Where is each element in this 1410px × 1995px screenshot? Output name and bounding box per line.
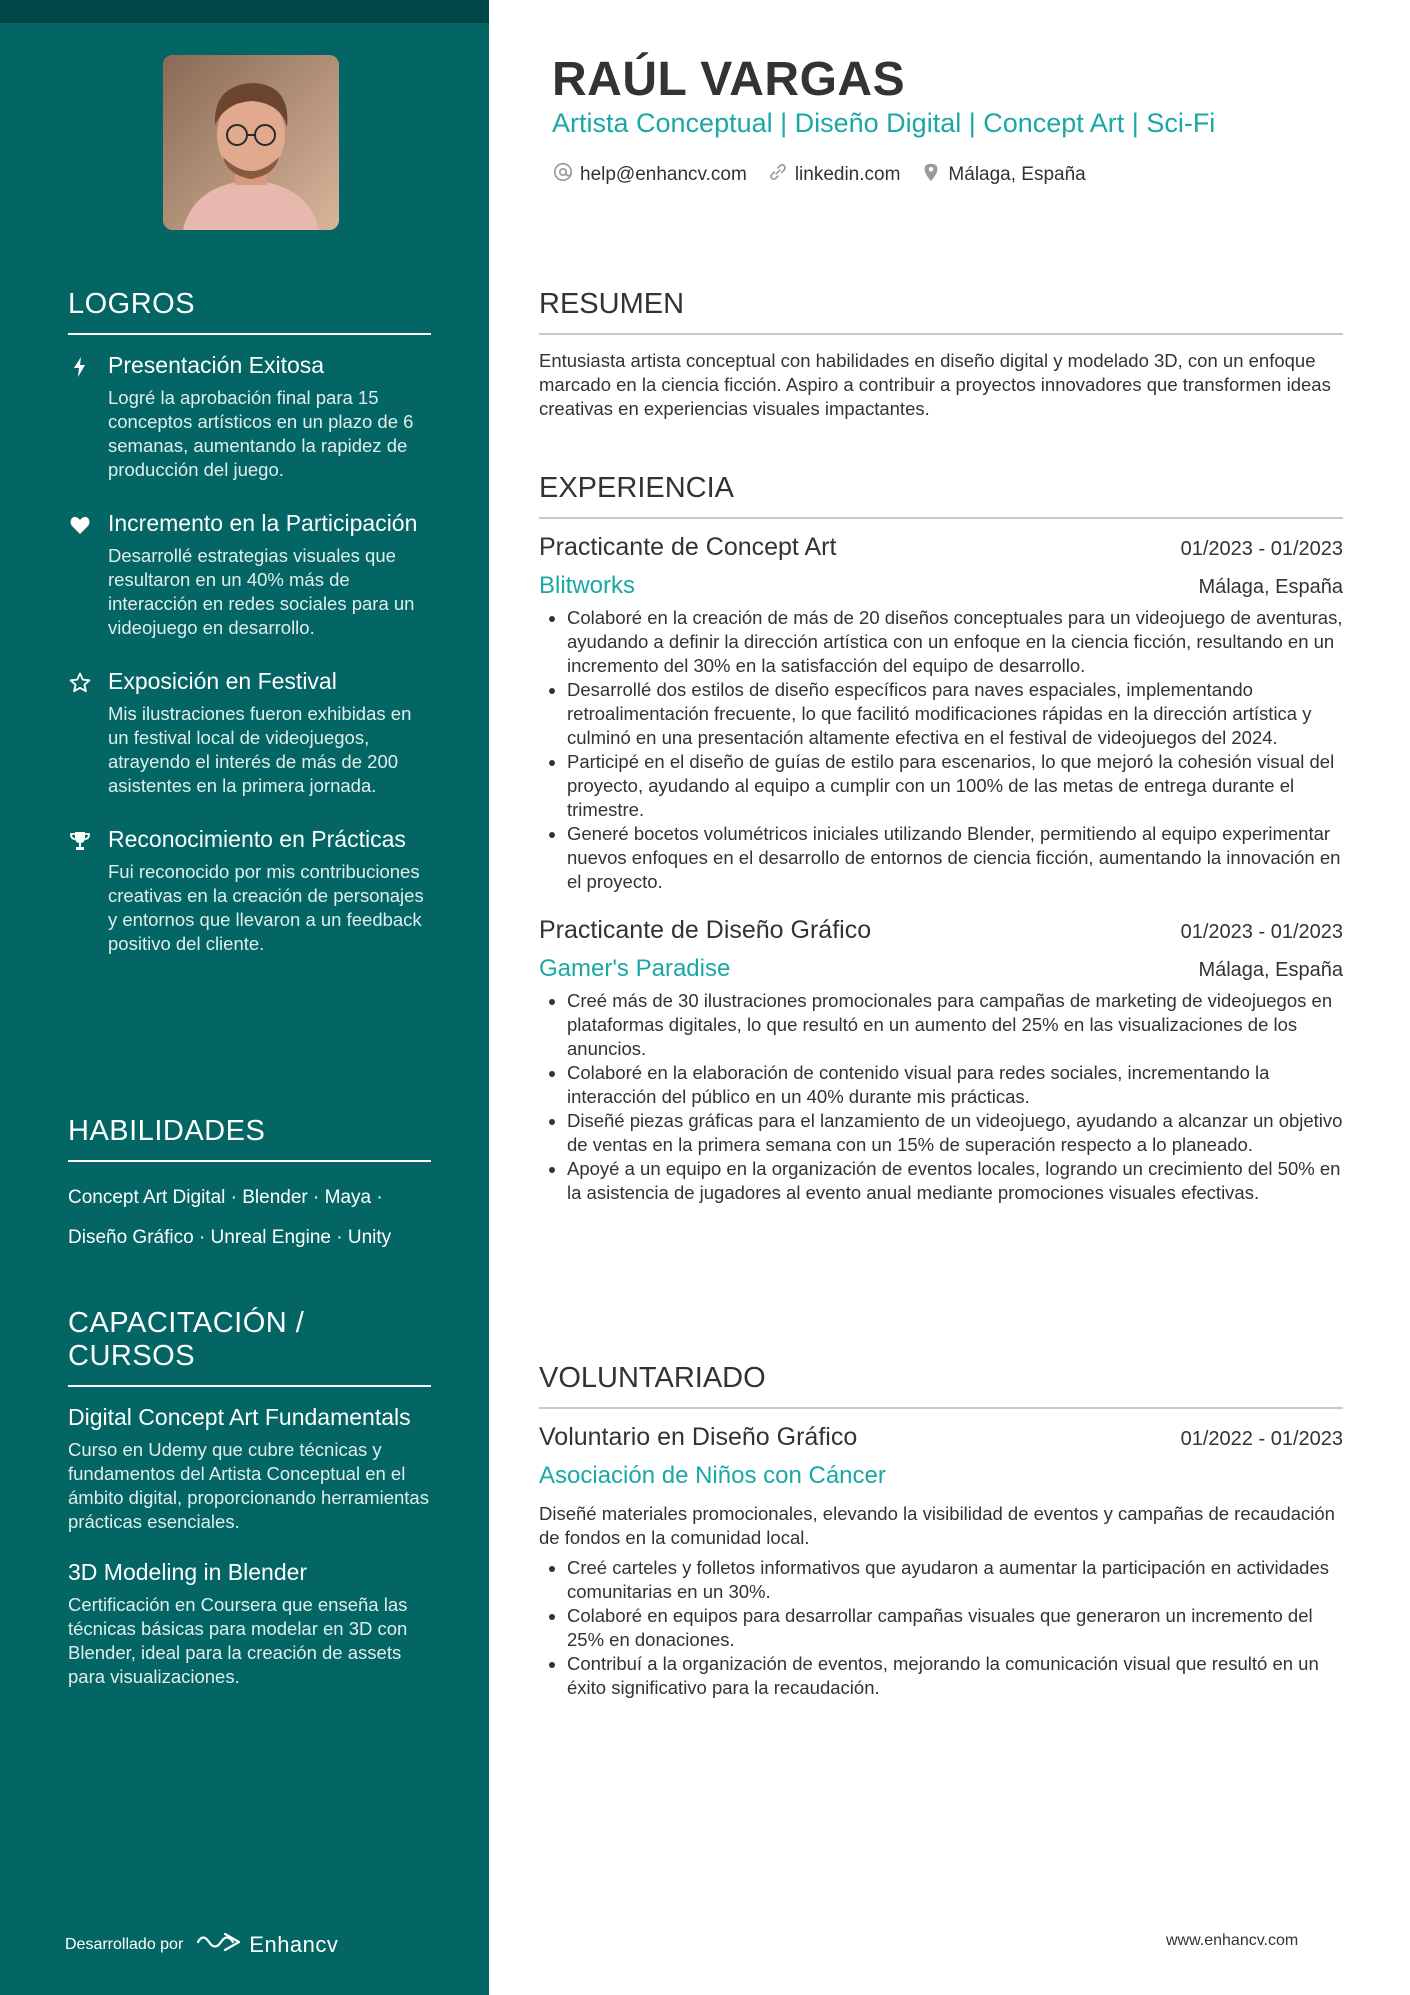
volunteer-bullets: [539, 1556, 1343, 1700]
achievement-title: Presentación Exitosa: [108, 352, 325, 378]
job-dates: 01/2023 - 01/2023: [1180, 921, 1343, 943]
course-title: Digital Concept Art Fundamentals: [68, 1404, 411, 1430]
achievement-title: Exposición en Festival: [108, 668, 337, 694]
volunteer-title: Voluntario en Diseño Gráfico: [539, 1423, 858, 1451]
job-entry: [539, 533, 1343, 894]
volunteer-bullet: • Creé carteles y folletos informativos que ayudaron a aumentar la participación en actividades comunitarias en un 30%.: [567, 1556, 1343, 1604]
candidate-name: RAÚL VARGAS: [552, 53, 906, 106]
job-bullet: • Colaboré en la creación de más de 20 diseños conceptuales para un videojuego de aventuras, ayudando a definir la dirección artística con un enfoque en la ciencia ficción, resultando en un incremento del 30% en la satisfacción del equipo de desarrollo.: [567, 606, 1343, 678]
volunteer-organization: Asociación de Niños con Cáncer: [539, 1462, 886, 1489]
contact-row: [552, 161, 1106, 189]
job-company: Blitworks: [539, 572, 636, 599]
job-bullets: [539, 989, 1343, 1205]
achievement-title: Reconocimiento en Prácticas: [108, 826, 406, 852]
job-location: Málaga, España: [1198, 576, 1343, 598]
job-location: Málaga, España: [1198, 959, 1343, 981]
achievement-item: [68, 351, 431, 482]
course-item: [68, 1558, 431, 1689]
job-bullet: • Apoyé a un equipo en la organización de eventos locales, logrando un crecimiento del 50% en la asistencia de jugadores al evento anual mediante promociones visuales efectivas.: [567, 1157, 1343, 1205]
skills-line: Concept Art Digital · Blender · Maya ·: [68, 1187, 383, 1208]
skills-section: [68, 1115, 431, 1258]
profile-photo: [163, 55, 339, 230]
summary-text: Entusiasta artista conceptual con habilidades en diseño digital y modelado 3D, con un enfoque marcado en la ciencia ficción. Aspiro a contribuir a proyectos innovadores que transformen ideas creativas en experiencias visuales impactantes.: [539, 350, 1331, 419]
achievement-item: [68, 667, 431, 798]
skills-line: Diseño Gráfico · Unreal Engine · Unity: [68, 1227, 392, 1248]
achievement-item: [68, 825, 431, 956]
job-entry: [539, 916, 1343, 1205]
achievement-title: Incremento en la Participación: [108, 510, 418, 536]
achievement-item: [68, 509, 431, 640]
skills-heading: HABILIDADES: [68, 1115, 431, 1162]
volunteer-bullet: • Contribuí a la organización de eventos, mejorando la comunicación visual que resultó en un éxito significativo para la recaudación.: [567, 1652, 1343, 1700]
skills-list: [68, 1178, 431, 1258]
link-icon: [767, 161, 795, 189]
courses-section: [68, 1307, 431, 1713]
sidebar-top-band: [0, 0, 489, 23]
footer-url[interactable]: www.enhancv.com: [1166, 1932, 1299, 1949]
powered-by: [65, 1930, 338, 1959]
job-bullet: • Desarrollé dos estilos de diseño específicos para naves espaciales, implementando retroalimentación frecuente, lo que facilitó modificaciones rápidas en la dirección artística y culminó en una presentación altamente efectiva en el festival de videojuegos del 2024.: [567, 678, 1343, 750]
job-bullets: [539, 606, 1343, 894]
contact-email[interactable]: [552, 161, 747, 189]
trophy-icon: [68, 829, 92, 853]
experience-heading: EXPERIENCIA: [539, 472, 1343, 519]
course-desc: Curso en Udemy que cubre técnicas y fundamentos del Artista Conceptual en el ámbito digital, proporcionando herramientas prácticas esenciales.: [68, 1439, 429, 1532]
contact-linkedin[interactable]: [767, 161, 901, 189]
volunteer-intro: Diseñé materiales promocionales, elevando la visibilidad de eventos y campañas de recaudación de fondos en la comunidad local.: [539, 1503, 1335, 1548]
course-desc: Certificación en Coursera que enseña las técnicas básicas para modelar en 3D con Blender, ideal para la creación de assets para visualizaciones.: [68, 1594, 408, 1687]
summary-section: [539, 288, 1343, 421]
heart-icon: [68, 513, 92, 537]
contact-text: linkedin.com: [794, 164, 901, 185]
enhancv-logo-icon: [195, 1930, 241, 1959]
job-bullet: • Colaboré en la elaboración de contenido visual para redes sociales, incrementando la interacción del público en un 40% durante mis prácticas.: [567, 1061, 1343, 1109]
achievement-desc: Desarrollé estrategias visuales que resultaron en un 40% más de interacción en redes sociales para un videojuego en desarrollo.: [108, 545, 415, 638]
achievement-desc: Mis ilustraciones fueron exhibidas en un festival local de videojuegos, atrayendo el interés de más de 200 asistentes en la primera jornada.: [108, 703, 412, 796]
sidebar: [0, 0, 489, 1995]
volunteer-section: [539, 1362, 1343, 1700]
achievement-desc: Fui reconocido por mis contribuciones creativas en la creación de personajes y entornos que llevaron a un feedback positivo del cliente.: [108, 861, 424, 954]
job-bullet: • Participé en el diseño de guías de estilo para escenarios, lo que mejoró la cohesión visual del proyecto, ayudando al equipo a cumplir con un 100% de las metas de entrega durante el trimestre.: [567, 750, 1343, 822]
volunteer-dates: 01/2022 - 01/2023: [1180, 1428, 1343, 1450]
job-bullet: • Diseñé piezas gráficas para el lanzamiento de un videojuego, ayudando a alcanzar un objetivo de ventas en la primera semana con un 15% de superación respecto a lo planeado.: [567, 1109, 1343, 1157]
volunteer-heading: VOLUNTARIADO: [539, 1362, 1343, 1409]
achievements-section: [68, 288, 431, 983]
contact-text: Málaga, España: [948, 164, 1086, 185]
lightning-icon: [68, 355, 92, 379]
contact-text: help@enhancv.com: [580, 164, 747, 185]
job-bullet: • Generé bocetos volumétricos iniciales utilizando Blender, permitiendo al equipo experimentar nuevos enfoques en el desarrollo de entornos de ciencia ficción, aumentando la innovación en el proyecto.: [567, 822, 1343, 894]
summary-heading: RESUMEN: [539, 288, 1343, 335]
powered-by-label: Desarrollado por: [65, 1935, 184, 1953]
job-title: Practicante de Diseño Gráfico: [539, 916, 872, 944]
course-item: [68, 1403, 431, 1534]
star-icon: [68, 671, 92, 695]
enhancv-brand: Enhancv: [249, 1931, 339, 1957]
experience-section: [539, 472, 1343, 1227]
contact-location: [920, 161, 1085, 189]
achievements-heading: LOGROS: [68, 288, 431, 335]
volunteer-bullet: • Colaboré en equipos para desarrollar campañas visuales que generaron un incremento del 25% en donaciones.: [567, 1604, 1343, 1652]
job-dates: 01/2023 - 01/2023: [1180, 538, 1343, 560]
at-icon: [552, 161, 580, 189]
job-bullet: • Creé más de 30 ilustraciones promocionales para campañas de marketing de videojuegos en plataformas digitales, lo que resultó en un aumento del 25% en las visualizaciones de los anuncios.: [567, 989, 1343, 1061]
location-pin-icon: [920, 161, 948, 189]
candidate-tagline: Artista Conceptual | Diseño Digital | Concept Art | Sci-Fi: [552, 108, 1216, 138]
courses-heading: CAPACITACIÓN / CURSOS: [68, 1307, 431, 1387]
job-company: Gamer's Paradise: [539, 955, 731, 982]
job-title: Practicante de Concept Art: [539, 533, 837, 561]
course-title: 3D Modeling in Blender: [68, 1559, 308, 1585]
achievement-desc: Logré la aprobación final para 15 conceptos artísticos en un plazo de 6 semanas, aumentando la rapidez de producción del juego.: [108, 387, 414, 480]
